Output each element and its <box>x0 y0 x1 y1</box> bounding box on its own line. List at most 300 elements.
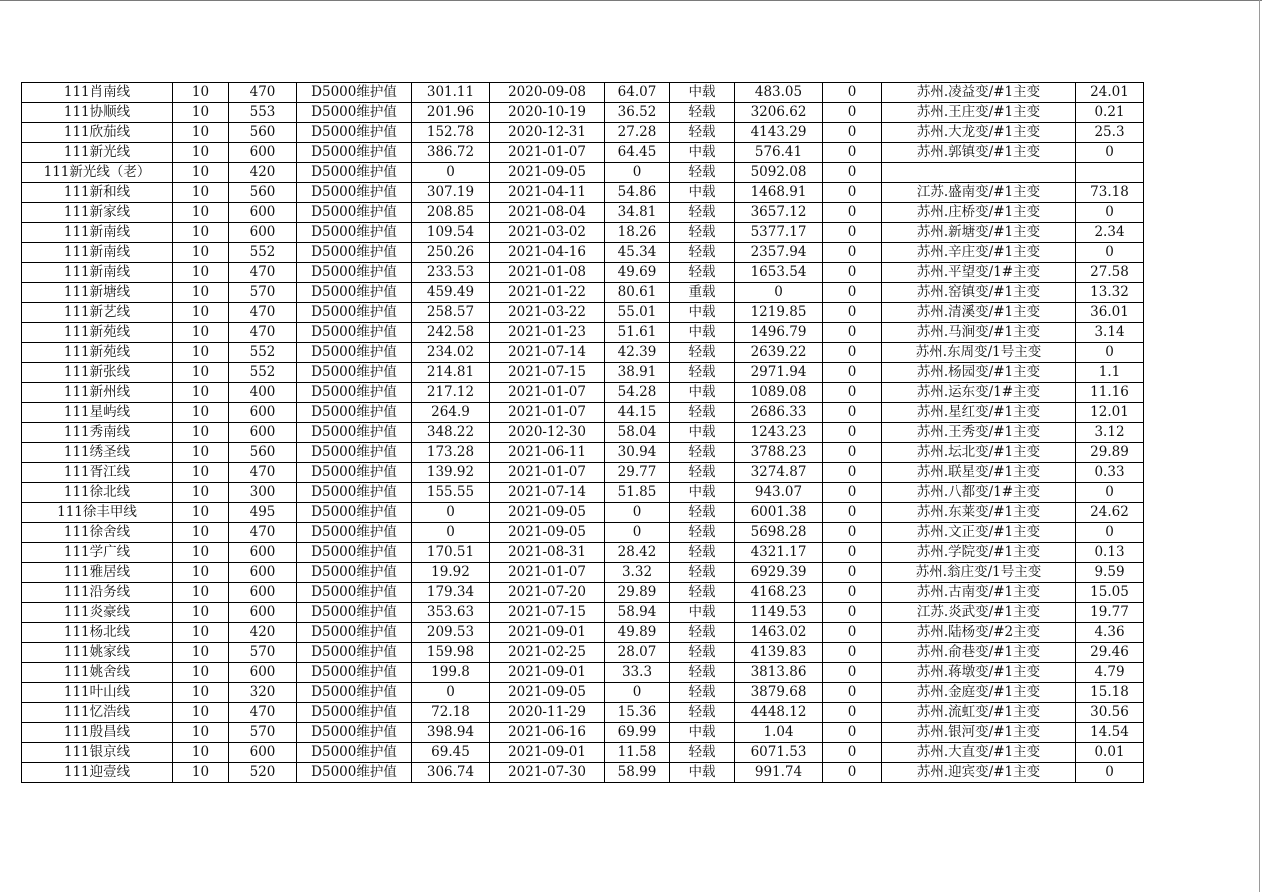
transformer-cell: 苏州.陆杨变/#2主变 <box>882 623 1076 643</box>
current-value-cell: 398.94 <box>412 723 490 743</box>
source-cell: D5000维护值 <box>297 323 412 343</box>
zero-cell: 0 <box>823 703 882 723</box>
transformer-cell: 苏州.大龙变/#1主变 <box>882 123 1076 143</box>
voltage-cell: 10 <box>173 603 229 623</box>
table-row <box>22 163 1144 183</box>
transformer-cell: 苏州.联星变/#1主变 <box>882 463 1076 483</box>
zero-cell: 0 <box>823 203 882 223</box>
load-rate-cell: 58.94 <box>605 603 670 623</box>
source-cell: D5000维护值 <box>297 563 412 583</box>
date-cell: 2020-12-31 <box>490 123 605 143</box>
load-rate-cell: 42.39 <box>605 343 670 363</box>
load-rate-cell: 29.89 <box>605 583 670 603</box>
load-rate-cell: 33.3 <box>605 663 670 683</box>
margin-cell: 483.05 <box>735 83 823 103</box>
load-level-cell: 轻载 <box>670 743 735 763</box>
load-rate-cell: 58.99 <box>605 763 670 783</box>
transformer-value-cell <box>1076 163 1144 183</box>
voltage-cell: 10 <box>173 243 229 263</box>
transformer-value-cell: 19.77 <box>1076 603 1144 623</box>
current-value-cell: 348.22 <box>412 423 490 443</box>
current-value-cell: 301.11 <box>412 83 490 103</box>
zero-cell: 0 <box>823 303 882 323</box>
line-name-cell: 111星屿线 <box>22 403 173 423</box>
current-value-cell: 0 <box>412 523 490 543</box>
margin-cell: 1089.08 <box>735 383 823 403</box>
line-name-cell: 111新州线 <box>22 383 173 403</box>
load-rate-cell: 64.45 <box>605 143 670 163</box>
rated-current-cell: 470 <box>229 703 297 723</box>
line-name-cell: 111新艺线 <box>22 303 173 323</box>
voltage-cell: 10 <box>173 563 229 583</box>
rated-current-cell: 552 <box>229 243 297 263</box>
transformer-value-cell: 0 <box>1076 143 1144 163</box>
date-cell: 2021-01-07 <box>490 463 605 483</box>
table-row <box>22 403 1144 423</box>
rated-current-cell: 600 <box>229 663 297 683</box>
zero-cell: 0 <box>823 403 882 423</box>
zero-cell: 0 <box>823 163 882 183</box>
load-level-cell: 轻载 <box>670 343 735 363</box>
table-row <box>22 83 1144 103</box>
load-rate-cell: 27.28 <box>605 123 670 143</box>
load-level-cell: 轻载 <box>670 363 735 383</box>
load-rate-cell: 54.86 <box>605 183 670 203</box>
margin-cell: 2357.94 <box>735 243 823 263</box>
load-level-cell: 中载 <box>670 143 735 163</box>
source-cell: D5000维护值 <box>297 463 412 483</box>
rated-current-cell: 470 <box>229 463 297 483</box>
transformer-cell: 苏州.蒋墩变/#1主变 <box>882 663 1076 683</box>
transformer-value-cell: 9.59 <box>1076 563 1144 583</box>
margin-cell: 1243.23 <box>735 423 823 443</box>
table-row <box>22 623 1144 643</box>
transformer-value-cell: 29.46 <box>1076 643 1144 663</box>
rated-current-cell: 600 <box>229 423 297 443</box>
table-row <box>22 423 1144 443</box>
transformer-value-cell: 0.13 <box>1076 543 1144 563</box>
table-row <box>22 663 1144 683</box>
source-cell: D5000维护值 <box>297 643 412 663</box>
transformer-value-cell: 4.36 <box>1076 623 1144 643</box>
table-row <box>22 283 1144 303</box>
load-level-cell: 轻载 <box>670 683 735 703</box>
line-name-cell: 111胥江线 <box>22 463 173 483</box>
load-level-cell: 轻载 <box>670 543 735 563</box>
load-rate-cell: 54.28 <box>605 383 670 403</box>
rated-current-cell: 300 <box>229 483 297 503</box>
load-level-cell: 轻载 <box>670 123 735 143</box>
table-row <box>22 603 1144 623</box>
transformer-cell: 江苏.盛南变/#1主变 <box>882 183 1076 203</box>
source-cell: D5000维护值 <box>297 603 412 623</box>
margin-cell: 576.41 <box>735 143 823 163</box>
voltage-cell: 10 <box>173 743 229 763</box>
margin-cell: 4321.17 <box>735 543 823 563</box>
voltage-cell: 10 <box>173 723 229 743</box>
date-cell: 2021-04-16 <box>490 243 605 263</box>
transformer-value-cell: 0 <box>1076 343 1144 363</box>
load-rate-cell: 29.77 <box>605 463 670 483</box>
transformer-cell: 苏州.平望变/1#主变 <box>882 263 1076 283</box>
current-value-cell: 155.55 <box>412 483 490 503</box>
zero-cell: 0 <box>823 643 882 663</box>
line-name-cell: 111沿务线 <box>22 583 173 603</box>
margin-cell: 5092.08 <box>735 163 823 183</box>
date-cell: 2021-01-23 <box>490 323 605 343</box>
margin-cell: 1149.53 <box>735 603 823 623</box>
voltage-cell: 10 <box>173 703 229 723</box>
date-cell: 2021-01-07 <box>490 563 605 583</box>
zero-cell: 0 <box>823 283 882 303</box>
load-rate-cell: 11.58 <box>605 743 670 763</box>
transformer-value-cell: 0 <box>1076 763 1144 783</box>
load-rate-cell: 34.81 <box>605 203 670 223</box>
voltage-cell: 10 <box>173 663 229 683</box>
source-cell: D5000维护值 <box>297 83 412 103</box>
table-row <box>22 503 1144 523</box>
source-cell: D5000维护值 <box>297 483 412 503</box>
rated-current-cell: 560 <box>229 183 297 203</box>
zero-cell: 0 <box>823 183 882 203</box>
voltage-cell: 10 <box>173 763 229 783</box>
transformer-value-cell: 25.3 <box>1076 123 1144 143</box>
rated-current-cell: 600 <box>229 403 297 423</box>
rated-current-cell: 470 <box>229 303 297 323</box>
date-cell: 2020-11-29 <box>490 703 605 723</box>
load-rate-cell: 3.32 <box>605 563 670 583</box>
table-row <box>22 363 1144 383</box>
load-level-cell: 轻载 <box>670 623 735 643</box>
load-rate-cell: 15.36 <box>605 703 670 723</box>
current-value-cell: 242.58 <box>412 323 490 343</box>
zero-cell: 0 <box>823 223 882 243</box>
line-name-cell: 111秀南线 <box>22 423 173 443</box>
load-level-cell: 轻载 <box>670 583 735 603</box>
current-value-cell: 234.02 <box>412 343 490 363</box>
table-body <box>22 83 1144 783</box>
source-cell: D5000维护值 <box>297 303 412 323</box>
date-cell: 2021-01-22 <box>490 283 605 303</box>
load-level-cell: 中载 <box>670 303 735 323</box>
voltage-cell: 10 <box>173 643 229 663</box>
transformer-value-cell: 14.54 <box>1076 723 1144 743</box>
transformer-value-cell: 12.01 <box>1076 403 1144 423</box>
zero-cell: 0 <box>823 143 882 163</box>
transformer-cell: 苏州.杨园变/#1主变 <box>882 363 1076 383</box>
transformer-value-cell: 13.32 <box>1076 283 1144 303</box>
voltage-cell: 10 <box>173 343 229 363</box>
margin-cell: 1.04 <box>735 723 823 743</box>
table-row <box>22 203 1144 223</box>
source-cell: D5000维护值 <box>297 683 412 703</box>
line-name-cell: 111绣圣线 <box>22 443 173 463</box>
voltage-cell: 10 <box>173 463 229 483</box>
rated-current-cell: 570 <box>229 283 297 303</box>
load-level-cell: 中载 <box>670 763 735 783</box>
zero-cell: 0 <box>823 683 882 703</box>
transformer-cell: 苏州.古南变/#1主变 <box>882 583 1076 603</box>
margin-cell: 3274.87 <box>735 463 823 483</box>
transformer-value-cell: 2.34 <box>1076 223 1144 243</box>
transformer-value-cell: 27.58 <box>1076 263 1144 283</box>
transformer-cell: 苏州.流虹变/#1主变 <box>882 703 1076 723</box>
margin-cell: 3813.86 <box>735 663 823 683</box>
current-value-cell: 179.34 <box>412 583 490 603</box>
zero-cell: 0 <box>823 443 882 463</box>
current-value-cell: 170.51 <box>412 543 490 563</box>
voltage-cell: 10 <box>173 263 229 283</box>
load-rate-cell: 51.85 <box>605 483 670 503</box>
date-cell: 2021-07-14 <box>490 483 605 503</box>
margin-cell: 943.07 <box>735 483 823 503</box>
line-name-cell: 111新南线 <box>22 243 173 263</box>
transformer-value-cell: 0 <box>1076 243 1144 263</box>
date-cell: 2020-12-30 <box>490 423 605 443</box>
transformer-cell: 苏州.马涧变/#1主变 <box>882 323 1076 343</box>
date-cell: 2021-09-01 <box>490 623 605 643</box>
margin-cell: 2639.22 <box>735 343 823 363</box>
transformer-value-cell: 0.01 <box>1076 743 1144 763</box>
date-cell: 2021-07-20 <box>490 583 605 603</box>
transformer-cell: 江苏.炎武变/#1主变 <box>882 603 1076 623</box>
load-rate-cell: 69.99 <box>605 723 670 743</box>
line-name-cell: 111欣茄线 <box>22 123 173 143</box>
zero-cell: 0 <box>823 423 882 443</box>
load-level-cell: 中载 <box>670 183 735 203</box>
current-value-cell: 0 <box>412 683 490 703</box>
load-level-cell: 中载 <box>670 603 735 623</box>
page-right-border <box>1259 0 1260 892</box>
current-value-cell: 72.18 <box>412 703 490 723</box>
load-rate-cell: 45.34 <box>605 243 670 263</box>
load-level-cell: 中载 <box>670 323 735 343</box>
source-cell: D5000维护值 <box>297 403 412 423</box>
current-value-cell: 386.72 <box>412 143 490 163</box>
source-cell: D5000维护值 <box>297 503 412 523</box>
rated-current-cell: 420 <box>229 163 297 183</box>
load-level-cell: 轻载 <box>670 163 735 183</box>
load-rate-cell: 44.15 <box>605 403 670 423</box>
margin-cell: 3879.68 <box>735 683 823 703</box>
transformer-value-cell: 4.79 <box>1076 663 1144 683</box>
source-cell: D5000维护值 <box>297 223 412 243</box>
date-cell: 2020-10-19 <box>490 103 605 123</box>
current-value-cell: 307.19 <box>412 183 490 203</box>
line-name-cell: 111姚舍线 <box>22 663 173 683</box>
rated-current-cell: 470 <box>229 323 297 343</box>
rated-current-cell: 495 <box>229 503 297 523</box>
table-row <box>22 103 1144 123</box>
rated-current-cell: 520 <box>229 763 297 783</box>
current-value-cell: 217.12 <box>412 383 490 403</box>
rated-current-cell: 553 <box>229 103 297 123</box>
load-level-cell: 中载 <box>670 383 735 403</box>
margin-cell: 4143.29 <box>735 123 823 143</box>
zero-cell: 0 <box>823 123 882 143</box>
line-name-cell: 111新光线 <box>22 143 173 163</box>
table-row <box>22 263 1144 283</box>
transformer-cell: 苏州.运东变/1#主变 <box>882 383 1076 403</box>
rated-current-cell: 560 <box>229 123 297 143</box>
load-rate-cell: 64.07 <box>605 83 670 103</box>
table-row <box>22 383 1144 403</box>
table-row <box>22 723 1144 743</box>
line-name-cell: 111徐北线 <box>22 483 173 503</box>
margin-cell: 4168.23 <box>735 583 823 603</box>
table-row <box>22 703 1144 723</box>
rated-current-cell: 600 <box>229 563 297 583</box>
margin-cell: 4139.83 <box>735 643 823 663</box>
load-rate-cell: 80.61 <box>605 283 670 303</box>
voltage-cell: 10 <box>173 123 229 143</box>
date-cell: 2021-08-04 <box>490 203 605 223</box>
current-value-cell: 109.54 <box>412 223 490 243</box>
transformer-cell: 苏州.坛北变/#1主变 <box>882 443 1076 463</box>
line-name-cell: 111徐丰甲线 <box>22 503 173 523</box>
table-row <box>22 743 1144 763</box>
source-cell: D5000维护值 <box>297 163 412 183</box>
source-cell: D5000维护值 <box>297 143 412 163</box>
load-level-cell: 轻载 <box>670 263 735 283</box>
current-value-cell: 69.45 <box>412 743 490 763</box>
zero-cell: 0 <box>823 743 882 763</box>
date-cell: 2021-09-05 <box>490 163 605 183</box>
date-cell: 2021-09-05 <box>490 523 605 543</box>
table-row <box>22 523 1144 543</box>
transformer-value-cell: 24.01 <box>1076 83 1144 103</box>
line-name-cell: 111殷昌线 <box>22 723 173 743</box>
transformer-value-cell: 15.18 <box>1076 683 1144 703</box>
current-value-cell: 264.9 <box>412 403 490 423</box>
voltage-cell: 10 <box>173 423 229 443</box>
date-cell: 2021-06-16 <box>490 723 605 743</box>
voltage-cell: 10 <box>173 683 229 703</box>
margin-cell: 3657.12 <box>735 203 823 223</box>
load-rate-cell: 30.94 <box>605 443 670 463</box>
current-value-cell: 208.85 <box>412 203 490 223</box>
voltage-cell: 10 <box>173 363 229 383</box>
table-row <box>22 563 1144 583</box>
load-rate-cell: 51.61 <box>605 323 670 343</box>
date-cell: 2021-07-14 <box>490 343 605 363</box>
line-name-cell: 111新苑线 <box>22 323 173 343</box>
margin-cell: 0 <box>735 283 823 303</box>
transformer-value-cell: 0 <box>1076 523 1144 543</box>
line-name-cell: 111协顺线 <box>22 103 173 123</box>
current-value-cell: 233.53 <box>412 263 490 283</box>
table-row <box>22 183 1144 203</box>
line-name-cell: 111徐舍线 <box>22 523 173 543</box>
margin-cell: 5377.17 <box>735 223 823 243</box>
margin-cell: 1468.91 <box>735 183 823 203</box>
line-name-cell: 111姚家线 <box>22 643 173 663</box>
rated-current-cell: 552 <box>229 343 297 363</box>
transformer-cell: 苏州.凌益变/#1主变 <box>882 83 1076 103</box>
rated-current-cell: 600 <box>229 223 297 243</box>
source-cell: D5000维护值 <box>297 663 412 683</box>
transformer-cell: 苏州.金庭变/#1主变 <box>882 683 1076 703</box>
line-name-cell: 111杨北线 <box>22 623 173 643</box>
transformer-cell: 苏州.东莱变/#1主变 <box>882 503 1076 523</box>
load-rate-cell: 36.52 <box>605 103 670 123</box>
load-level-cell: 轻载 <box>670 643 735 663</box>
line-name-cell: 111雅居线 <box>22 563 173 583</box>
line-name-cell: 111新家线 <box>22 203 173 223</box>
date-cell: 2021-09-05 <box>490 503 605 523</box>
load-level-cell: 中载 <box>670 483 735 503</box>
load-level-cell: 轻载 <box>670 223 735 243</box>
zero-cell: 0 <box>823 523 882 543</box>
zero-cell: 0 <box>823 663 882 683</box>
load-rate-cell: 55.01 <box>605 303 670 323</box>
zero-cell: 0 <box>823 263 882 283</box>
source-cell: D5000维护值 <box>297 743 412 763</box>
load-level-cell: 重载 <box>670 283 735 303</box>
transformer-cell: 苏州.大直变/#1主变 <box>882 743 1076 763</box>
voltage-cell: 10 <box>173 583 229 603</box>
zero-cell: 0 <box>823 463 882 483</box>
line-name-cell: 111忆浩线 <box>22 703 173 723</box>
source-cell: D5000维护值 <box>297 103 412 123</box>
transformer-value-cell: 11.16 <box>1076 383 1144 403</box>
transformer-cell: 苏州.迎宾变/#1主变 <box>882 763 1076 783</box>
voltage-cell: 10 <box>173 143 229 163</box>
table-row <box>22 643 1144 663</box>
rated-current-cell: 600 <box>229 543 297 563</box>
voltage-cell: 10 <box>173 523 229 543</box>
rated-current-cell: 600 <box>229 743 297 763</box>
rated-current-cell: 600 <box>229 583 297 603</box>
zero-cell: 0 <box>823 723 882 743</box>
load-level-cell: 轻载 <box>670 443 735 463</box>
date-cell: 2021-03-22 <box>490 303 605 323</box>
rated-current-cell: 600 <box>229 603 297 623</box>
current-value-cell: 199.8 <box>412 663 490 683</box>
line-name-cell: 111炎豪线 <box>22 603 173 623</box>
load-level-cell: 中载 <box>670 83 735 103</box>
date-cell: 2021-08-31 <box>490 543 605 563</box>
current-value-cell: 19.92 <box>412 563 490 583</box>
date-cell: 2021-09-05 <box>490 683 605 703</box>
rated-current-cell: 600 <box>229 203 297 223</box>
transformer-value-cell: 3.12 <box>1076 423 1144 443</box>
line-name-cell: 111新和线 <box>22 183 173 203</box>
load-level-cell: 轻载 <box>670 523 735 543</box>
transformer-value-cell: 0.33 <box>1076 463 1144 483</box>
load-rate-cell: 28.07 <box>605 643 670 663</box>
source-cell: D5000维护值 <box>297 123 412 143</box>
load-level-cell: 轻载 <box>670 203 735 223</box>
zero-cell: 0 <box>823 343 882 363</box>
source-cell: D5000维护值 <box>297 283 412 303</box>
load-rate-cell: 0 <box>605 503 670 523</box>
load-rate-cell: 58.04 <box>605 423 670 443</box>
transformer-value-cell: 29.89 <box>1076 443 1144 463</box>
line-name-cell: 111新苑线 <box>22 343 173 363</box>
date-cell: 2021-07-30 <box>490 763 605 783</box>
zero-cell: 0 <box>823 543 882 563</box>
source-cell: D5000维护值 <box>297 343 412 363</box>
date-cell: 2021-01-08 <box>490 263 605 283</box>
transformer-cell: 苏州.文正变/#1主变 <box>882 523 1076 543</box>
voltage-cell: 10 <box>173 303 229 323</box>
source-cell: D5000维护值 <box>297 383 412 403</box>
transformer-cell: 苏州.庄桥变/#1主变 <box>882 203 1076 223</box>
transformer-value-cell: 1.1 <box>1076 363 1144 383</box>
margin-cell: 1653.54 <box>735 263 823 283</box>
rated-current-cell: 470 <box>229 523 297 543</box>
